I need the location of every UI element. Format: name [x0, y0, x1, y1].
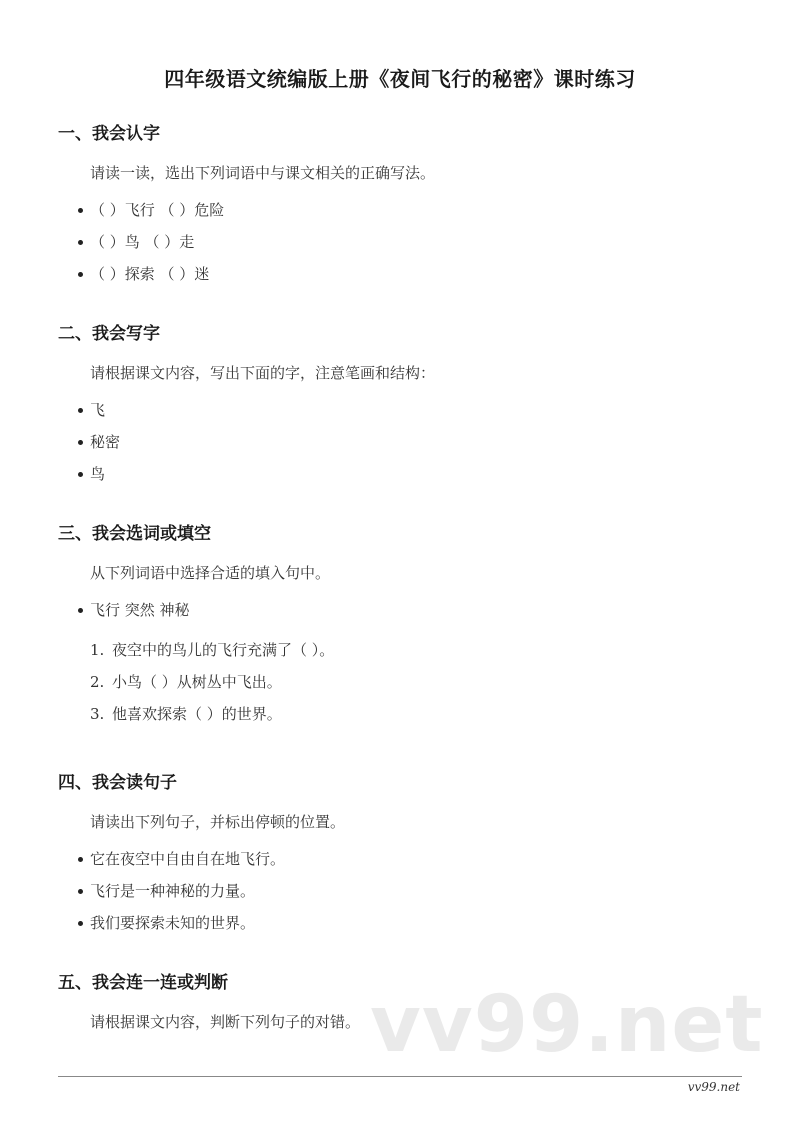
section-heading: 四、我会读句子 [58, 773, 177, 793]
item-list [58, 199, 758, 295]
section-heading: 三、我会选词或填空 [58, 524, 211, 544]
section-recognize-characters [58, 122, 758, 295]
section-choose-words [58, 522, 758, 735]
bullet-icon [78, 440, 83, 445]
bullet-icon [78, 472, 83, 477]
list-item: 秘密 [58, 431, 758, 463]
list-item: （ ）探索 （ ）迷 [58, 263, 758, 295]
section-heading: 二、我会写字 [58, 324, 160, 344]
watermark: vv99.net [370, 980, 764, 1070]
item-list [58, 848, 758, 944]
numbered-item: 2. 小鸟（ ）从树丛中飞出。 [90, 673, 282, 691]
numbered-item: 3. 他喜欢探索（ ）的世界。 [90, 705, 282, 723]
list-item: 飞行 突然 神秘 [58, 599, 758, 631]
footer-divider [58, 1076, 742, 1077]
section-instruction: 请根据课文内容，判断下列句子的对错。 [90, 1013, 361, 1031]
item-list [58, 399, 758, 495]
bullet-icon [78, 240, 83, 245]
section-instruction: 请读出下列句子，并标出停顿的位置。 [90, 813, 346, 831]
bullet-icon [78, 857, 83, 862]
list-item: 它在夜空中自由自在地飞行。 [58, 848, 758, 880]
bullet-icon [78, 208, 83, 213]
list-item: 鸟 [58, 463, 758, 495]
section-heading: 五、我会连一连或判断 [58, 973, 228, 993]
document-title: 四年级语文统编版上册《夜间飞行的秘密》课时练习 [164, 67, 636, 91]
word-bank-list [58, 599, 758, 631]
bullet-icon [78, 921, 83, 926]
section-instruction: 从下列词语中选择合适的填入句中。 [90, 564, 331, 582]
section-instruction: 请读一读，选出下列词语中与课文相关的正确写法。 [90, 164, 436, 182]
list-item: （ ）鸟 （ ）走 [58, 231, 758, 263]
bullet-icon [78, 608, 83, 613]
numbered-item: 1. 夜空中的鸟儿的飞行充满了（ ）。 [90, 641, 335, 659]
list-item: 我们要探索未知的世界。 [58, 912, 758, 944]
bullet-icon [78, 272, 83, 277]
section-instruction: 请根据课文内容，写出下面的字，注意笔画和结构： [90, 364, 436, 382]
bullet-icon [78, 889, 83, 894]
list-item: （ ）飞行 （ ）危险 [58, 199, 758, 231]
footer-site-label: vv99.net [687, 1080, 740, 1094]
list-item: 飞行是一种神秘的力量。 [58, 880, 758, 912]
fill-in-list [58, 639, 758, 735]
section-read-sentences [58, 771, 758, 944]
section-write-characters [58, 322, 758, 495]
list-item: 飞 [58, 399, 758, 431]
section-heading: 一、我会认字 [58, 124, 160, 144]
bullet-icon [78, 408, 83, 413]
